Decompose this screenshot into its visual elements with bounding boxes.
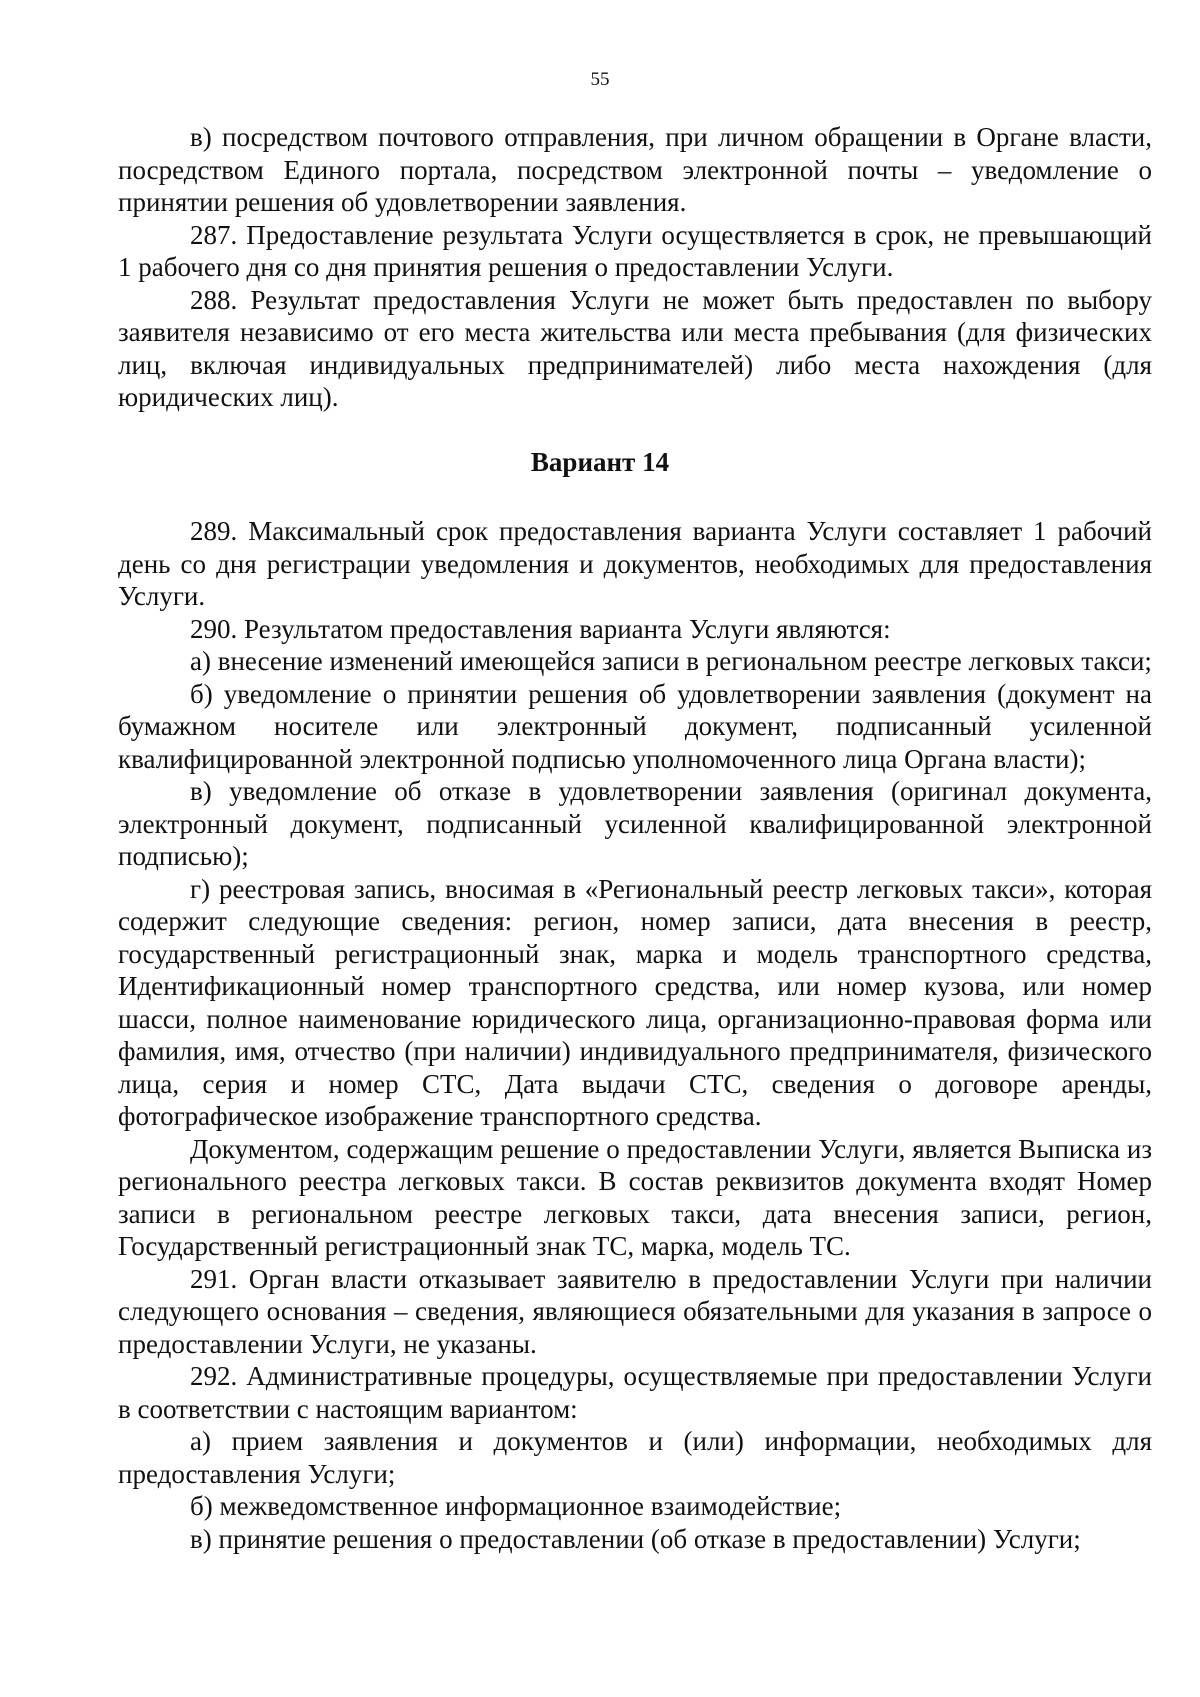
paragraph-289: 289. Максимальный срок предоставления варианта Услуги составляет 1 рабочий день со дня регистрации уведомления и документов, необходимых для предоставления Услуги. xyxy=(118,516,1152,611)
paragraph-decision-document: Документом, содержащим решение о предоставлении Услуги, является Выписка из регионального реестра легковых такси. В состав реквизитов документа входят Номер записи в региональном реестре легковых такси, дата внесения записи, регион, Государственный регистрационный знак ТС, марка, модель ТС. xyxy=(118,1133,1152,1261)
page-number: 55 xyxy=(590,69,610,90)
paragraph-290-v: в) уведомление об отказе в удовлетворении заявления (оригинал документа, электронный документ, подписанный усиленной квалифицированной электронной подписью); xyxy=(118,776,1152,871)
paragraph-290-a: а) внесение изменений имеющейся записи в региональном реестре легковых такси; xyxy=(190,646,1152,676)
paragraph-292-a: а) прием заявления и документов и (или) информации, необходимых для предоставления Услуги; xyxy=(118,1426,1152,1489)
paragraph-292-v: в) принятие решения о предоставлении (об отказе в предоставлении) Услуги; xyxy=(190,1523,1081,1554)
paragraph-288: 288. Результат предоставления Услуги не может быть предоставлен по выбору заявителя независимо от его места жительства или места пребывания (для физических лиц, включая индивидуальных предпринимателей) либо места нахождения (для юридических лиц). xyxy=(118,284,1152,412)
paragraph-292: 292. Административные процедуры, осуществляемые при предоставлении Услуги в соответствии с настоящим вариантом: xyxy=(118,1361,1152,1424)
paragraph-287: 287. Предоставление результата Услуги осуществляется в срок, не превышающий 1 рабочего дня со дня принятия решения о предоставлении Услуги. xyxy=(118,219,1152,282)
paragraph-290-b: б) уведомление о принятии решения об удовлетворении заявления (документ на бумажном носителе или электронный документ, подписанный усиленной квалифицированной электронной подписью уполномоченного лица Органа власти); xyxy=(118,678,1152,774)
section-bottom xyxy=(118,515,1152,1555)
paragraph-v-notification-methods: в) посредством почтового отправления, при личном обращении в Органе власти, посредством Единого портала, посредством электронной почты – уведомление о принятии решения об удовлетворении заявления. xyxy=(118,122,1152,217)
paragraph-290: 290. Результатом предоставления варианта Услуги являются: xyxy=(190,613,891,644)
section-top xyxy=(118,121,1152,414)
section-heading: Вариант 14 xyxy=(530,447,670,477)
paragraph-292-b: б) межведомственное информационное взаимодействие; xyxy=(190,1491,842,1521)
paragraph-291: 291. Орган власти отказывает заявителю в предоставлении Услуги при наличии следующего основания – сведения, являющиеся обязательными для указания в запросе о предоставлении Услуги, не указаны. xyxy=(118,1263,1152,1359)
paragraph-290-g: г) реестровая запись, вносимая в «Региональный реестр легковых такси», которая содержит следующие сведения: регион, номер записи, дата внесения в реестр, государственный регистрационный знак, марка и модель транспортного средства, Идентификационный номер транспортного средства, или номер кузова, или номер шасси, полное наименование юридического лица, организационно-правовая форма или фамилия, имя, отчество (при наличии) индивидуального предпринимателя, физического лица, серия и номер СТС, Дата выдачи СТС, сведения о договоре аренды, фотографическое изображение транспортного средства. xyxy=(118,873,1152,1131)
